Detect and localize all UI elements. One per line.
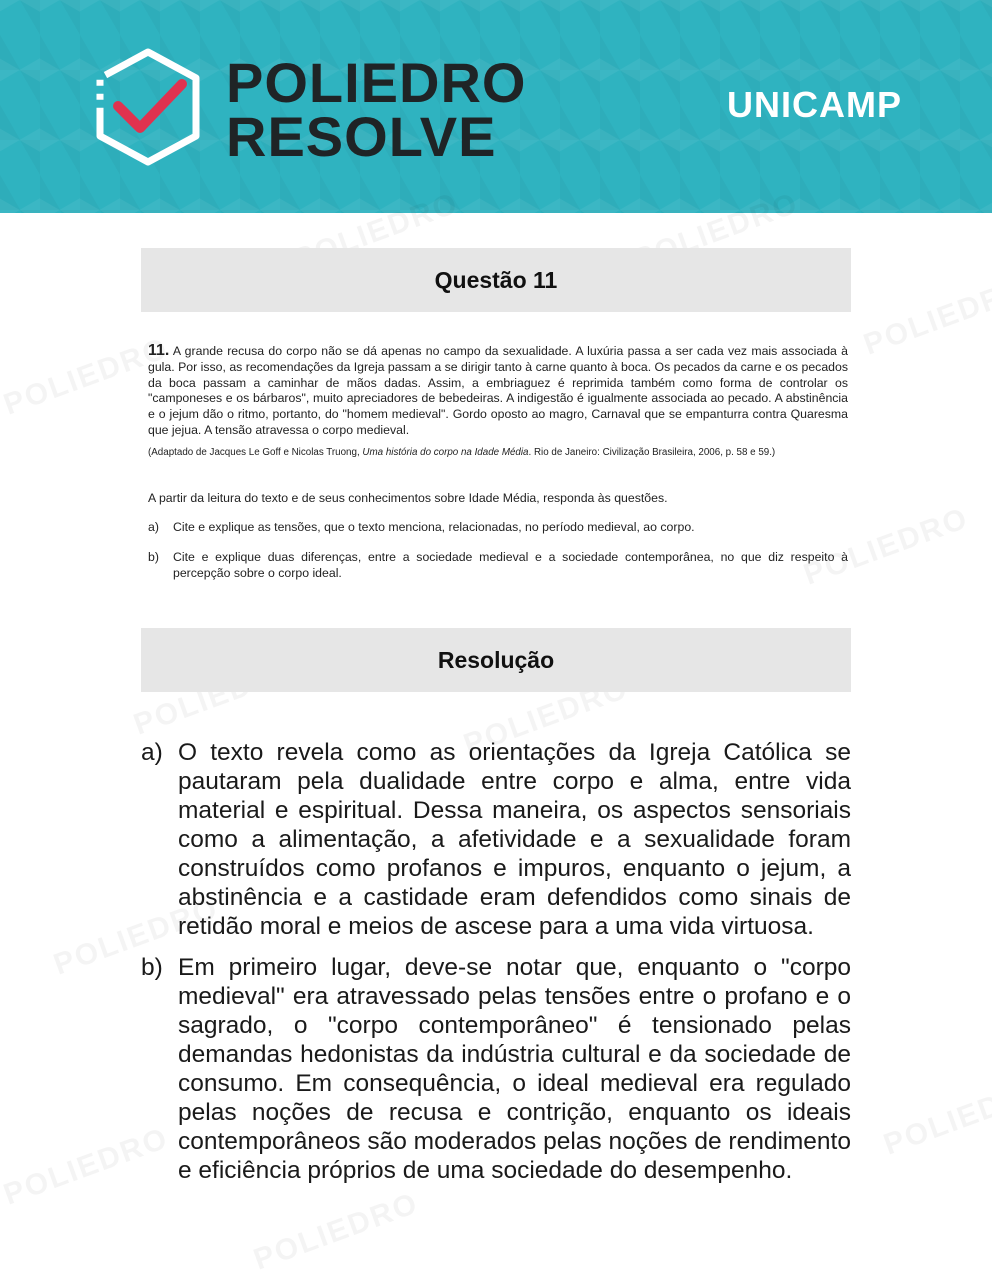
reference-prefix: (Adaptado de Jacques Le Goff e Nicolas Truong, xyxy=(148,446,363,458)
answer-label: b) xyxy=(141,954,163,981)
brand-line-2: RESOLVE xyxy=(226,105,497,168)
exam-name: UNICAMP xyxy=(727,84,902,125)
answer-b xyxy=(141,953,851,1185)
question-statement xyxy=(148,343,848,582)
answer-label: a) xyxy=(141,739,163,766)
answer-a xyxy=(141,738,851,941)
item-label: a) xyxy=(148,520,159,535)
item-label: b) xyxy=(148,550,159,565)
question-title: Questão 11 xyxy=(434,266,558,293)
watermark xyxy=(879,1071,992,1162)
question-item-b xyxy=(148,550,848,582)
item-text: Cite e explique duas diferenças, entre a sociedade medieval e a sociedade contemporânea, no que diz respeito à percepção sobre o corpo ideal. xyxy=(173,550,848,580)
watermark xyxy=(249,1186,423,1277)
reference-suffix: . Rio de Janeiro: Civilização Brasileira, 2006, p. 58 e 59.) xyxy=(528,446,776,458)
question-number: 11. xyxy=(148,342,170,359)
brand-logo xyxy=(226,51,527,168)
watermark xyxy=(859,271,992,362)
item-text: Cite e explique as tensões, que o texto menciona, relacionadas, no período medieval, ao corpo. xyxy=(173,520,695,535)
question-title-bar xyxy=(141,248,851,312)
question-text-block xyxy=(148,343,848,439)
question-item-a xyxy=(148,520,848,536)
answer-text: O texto revela como as orientações da Igreja Católica se pautaram pela dualidade entre corpo e alma, entre vida material e espiritual. Dessa maneira, os aspectos sensoriais como a alimentação, a afetividade e a sexualidade foram construídos como profanos e impuros, enquanto o jejum, a abstinência e a castidade eram defendidos como sinais de retidão moral e meios de ascese para a uma vida virtuosa. xyxy=(178,739,851,940)
source-reference xyxy=(148,445,848,461)
question-text: A grande recusa do corpo não se dá apenas no campo da sexualidade. A luxúria passa a ser cada vez mais associada à gula. Por isso, as recomendações da Igreja passam a se dirigir tanto à carne quanto à boca. Os pecados da carne e os pecados da boca passam a caminhar de mãos dadas. Assim, a embriaguez é reprimida também como forma de controlar os "camponeses e os bárbaros", muito apreciadores de bebedeiras. A indigestão é igualmente associada ao pecado. A abstinência e o jejum dão o ritmo, portanto, do "homem medieval". Gordo oposto ao magro, Carnaval que se empanturra contra Quaresma que jejua. A tensão atravessa o corpo medieval. xyxy=(148,344,848,437)
check-hexagon-icon xyxy=(92,48,204,166)
reference-title: Uma história do corpo na Idade Média xyxy=(362,446,529,458)
question-intro: A partir da leitura do texto e de seus conhecimentos sobre Idade Média, responda às questões. xyxy=(148,490,668,505)
header-banner xyxy=(0,0,992,213)
resolution-title-bar xyxy=(141,628,851,692)
brand-line-1: POLIEDRO xyxy=(226,51,527,114)
resolution-title: Resolução xyxy=(437,646,555,673)
answer-text: Em primeiro lugar, deve-se notar que, enquanto o "corpo medieval" era atravessado pelas tensões entre o profano e o sagrado, o "corpo contemporâneo" é tensionado pelas demandas hedonistas da indústria cultural e da sociedade de consumo. Em consequência, o ideal medieval era regulado pelas noções de recusa e contrição, enquanto os ideais contemporâneos são moderados pelas noções de rendimento e eficiência próprios de uma sociedade do desempenho. xyxy=(178,954,851,1184)
